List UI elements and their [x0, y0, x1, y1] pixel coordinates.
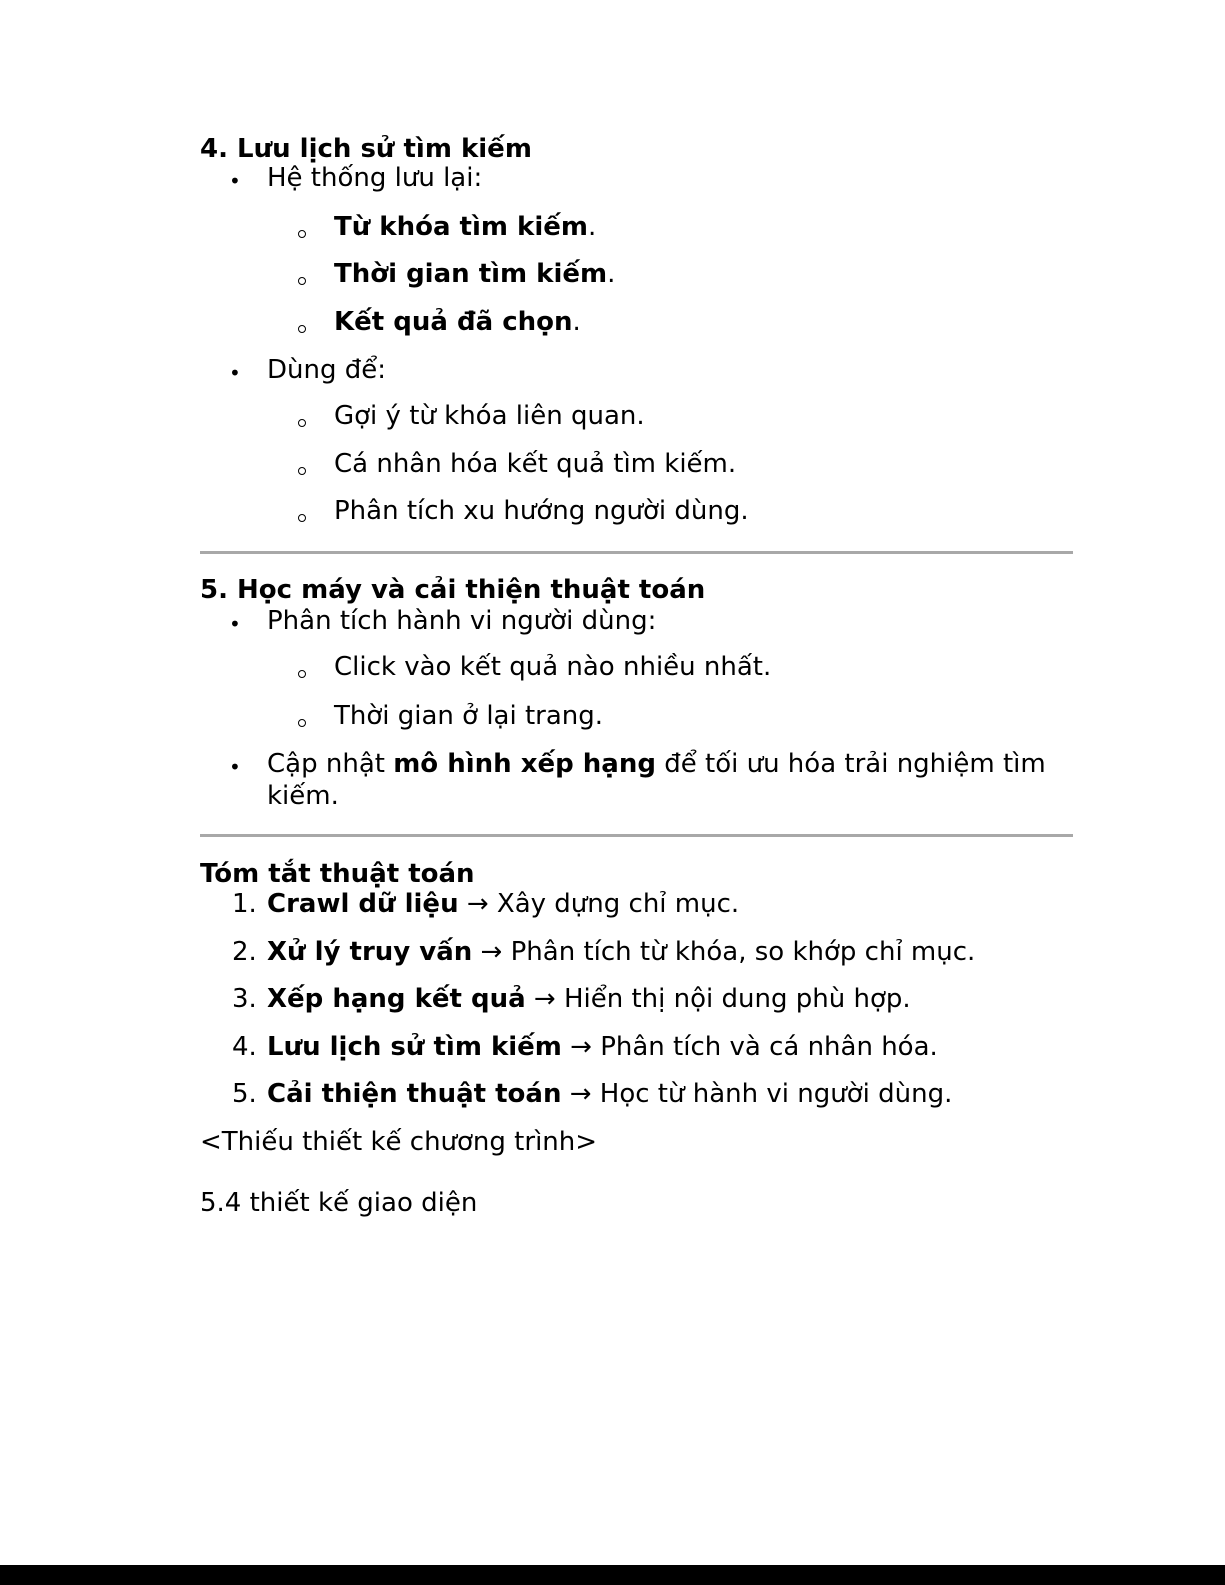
- s4-sub2-item: Phân tích xu hướng người dùng.: [334, 496, 749, 526]
- horizontal-rule: [200, 834, 1073, 837]
- s5-item-2-continuation: kiếm.: [267, 781, 339, 811]
- s5-sub1-item: Click vào kết quả nào nhiều nhất.: [334, 652, 772, 682]
- section-5-heading: 5. Học máy và cải thiện thuật toán: [200, 575, 706, 605]
- summary-item-bold: Xử lý truy vấn: [267, 937, 473, 967]
- s4-item-1: Hệ thống lưu lại:: [267, 163, 483, 193]
- summary-item: [267, 1078, 952, 1111]
- bullet-icon: •: [229, 361, 241, 385]
- period: .: [572, 307, 581, 337]
- s4-sub2-item: Gợi ý từ khóa liên quan.: [334, 401, 645, 431]
- circle-bullet-icon: [298, 514, 306, 522]
- s4-sub1-term: Kết quả đã chọn: [334, 307, 573, 337]
- summary-item-bold: Cải thiện thuật toán: [267, 1079, 562, 1109]
- summary-item: [267, 1031, 938, 1064]
- summary-item: [267, 888, 739, 921]
- s5-item-2-post: để tối ưu hóa trải nghiệm tìm: [655, 749, 1046, 779]
- period: .: [587, 212, 597, 242]
- circle-bullet-icon: [298, 719, 306, 727]
- page-bottom-bar: [0, 1565, 1225, 1585]
- s4-item-2: Dùng để:: [267, 355, 387, 385]
- missing-design-note: <Thiếu thiết kế chương trình>: [200, 1127, 598, 1157]
- summary-number: 2.: [232, 937, 257, 967]
- s4-sub1-item: [334, 258, 615, 291]
- circle-bullet-icon: [298, 670, 306, 678]
- s4-sub1-item: [334, 306, 581, 339]
- s4-sub2-item: Cá nhân hóa kết quả tìm kiếm.: [334, 449, 737, 479]
- summary-number: 5.: [232, 1079, 257, 1109]
- circle-bullet-icon: [298, 230, 306, 238]
- s5-sub1-item: Thời gian ở lại trang.: [334, 701, 604, 731]
- section-4-heading: 4. Lưu lịch sử tìm kiếm: [200, 134, 532, 164]
- bullet-icon: •: [229, 755, 241, 779]
- circle-bullet-icon: [298, 277, 306, 285]
- period: .: [607, 259, 616, 289]
- circle-bullet-icon: [298, 467, 306, 475]
- horizontal-rule: [200, 551, 1073, 554]
- summary-item-bold: Xếp hạng kết quả: [267, 984, 526, 1014]
- summary-item-bold: Lưu lịch sử tìm kiếm: [267, 1032, 562, 1062]
- s4-sub1-term: Từ khóa tìm kiếm: [334, 212, 588, 242]
- circle-bullet-icon: [298, 419, 306, 427]
- summary-number: 3.: [232, 984, 257, 1014]
- circle-bullet-icon: [298, 325, 306, 333]
- s5-item-2-pre: Cập nhật: [267, 749, 394, 779]
- summary-heading: Tóm tắt thuật toán: [200, 859, 475, 889]
- summary-number: 4.: [232, 1032, 257, 1062]
- summary-number: 1.: [232, 889, 257, 919]
- summary-item-rest: → Hiển thị nội dung phù hợp.: [525, 984, 911, 1014]
- summary-item-rest: → Xây dựng chỉ mục.: [458, 889, 740, 919]
- summary-item-rest: → Phân tích và cá nhân hóa.: [561, 1032, 938, 1062]
- summary-item: [267, 936, 975, 969]
- bullet-icon: •: [229, 169, 241, 193]
- summary-item: [267, 983, 911, 1016]
- bullet-icon: •: [229, 612, 241, 636]
- s5-item-2-bold: mô hình xếp hạng: [393, 749, 656, 779]
- summary-item-rest: → Phân tích từ khóa, so khớp chỉ mục.: [472, 937, 976, 967]
- s4-sub1-term: Thời gian tìm kiếm: [334, 259, 608, 289]
- s4-sub1-item: [334, 211, 596, 244]
- s5-item-1: Phân tích hành vi người dùng:: [267, 606, 657, 636]
- s5-item-2: [267, 748, 1046, 781]
- summary-item-bold: Crawl dữ liệu: [267, 889, 459, 919]
- summary-item-rest: → Học từ hành vi người dùng.: [561, 1079, 953, 1109]
- section-5-4-heading: 5.4 thiết kế giao diện: [200, 1188, 478, 1218]
